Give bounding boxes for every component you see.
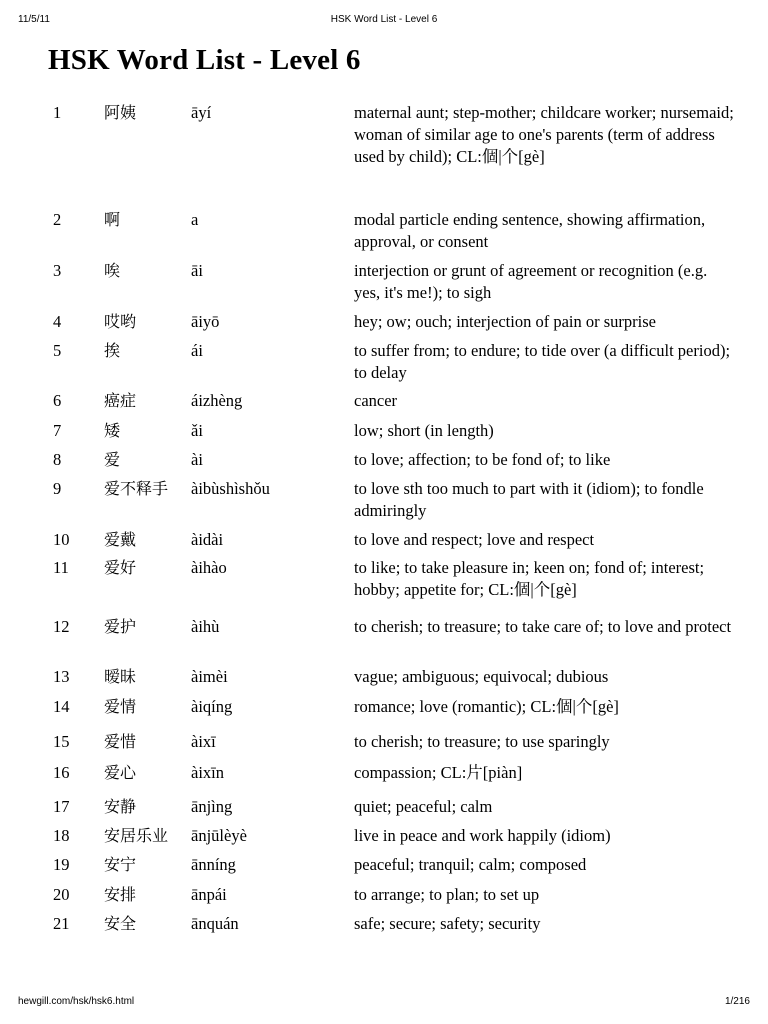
entry-definition: low; short (in length) [354, 421, 494, 440]
entry-definition: to cherish; to treasure; to use sparingly [354, 732, 610, 751]
entry-number: 6 [53, 391, 62, 410]
entry-hanzi: 爱情 [104, 697, 137, 716]
entry-number: 8 [53, 450, 62, 469]
entry-definition: to arrange; to plan; to set up [354, 885, 540, 904]
entry-pinyin: àimèi [191, 667, 228, 686]
entry-pinyin: ái [191, 341, 203, 360]
entry-number: 5 [53, 341, 62, 360]
entry-pinyin: àihù [191, 617, 220, 636]
entry-number: 15 [53, 732, 70, 751]
entry-definition: peaceful; tranquil; calm; composed [354, 855, 587, 874]
entry-number: 10 [53, 530, 70, 549]
entry-hanzi: 安居乐业 [104, 826, 169, 845]
entry-number: 7 [53, 421, 62, 440]
entry-hanzi: 爱不释手 [104, 479, 169, 498]
entry-definition: vague; ambiguous; equivocal; dubious [354, 667, 609, 686]
entry-hanzi: 暧昧 [104, 667, 137, 686]
entry-definition: to cherish; to treasure; to take care of; to love and protect [354, 617, 732, 636]
entry-definition: to love; affection; to be fond of; to like [354, 450, 611, 469]
entry-definition: quiet; peaceful; calm [354, 797, 493, 816]
entry-definition: to like; to take pleasure in; keen on; fond of; interest; hobby; appetite for; CL:個|个[gè] [354, 558, 705, 599]
entry-pinyin: ǎi [191, 421, 203, 440]
entry-hanzi: 阿姨 [104, 103, 137, 122]
entry-definition: to love sth too much to part with it (idiom); to fondle admiringly [354, 479, 704, 520]
entry-pinyin: àibùshìshǒu [191, 479, 270, 498]
entry-definition: modal particle ending sentence, showing affirmation, approval, or consent [354, 210, 706, 251]
entry-number: 4 [53, 312, 62, 331]
entry-number: 12 [53, 617, 70, 636]
entry-definition: to suffer from; to endure; to tide over (a difficult period); to delay [354, 341, 731, 382]
entry-number: 19 [53, 855, 70, 874]
entry-hanzi: 安宁 [104, 855, 137, 874]
page-title: HSK Word List - Level 6 [48, 44, 361, 76]
entry-definition: romance; love (romantic); CL:個|个[gè] [354, 697, 619, 716]
entry-pinyin: àidài [191, 530, 224, 549]
entry-number: 9 [53, 479, 62, 498]
entry-definition: interjection or grunt of agreement or recognition (e.g. yes, it's me!); to sigh [354, 261, 708, 302]
entry-hanzi: 爱护 [104, 617, 137, 636]
entry-definition: cancer [354, 391, 398, 410]
entry-number: 18 [53, 826, 70, 845]
entry-pinyin: áizhèng [191, 391, 243, 410]
entry-pinyin: ānquán [191, 914, 239, 933]
print-header [0, 14, 768, 30]
entry-pinyin: āyí [191, 103, 212, 122]
entry-hanzi: 安静 [104, 797, 137, 816]
entry-hanzi: 爱心 [104, 763, 137, 782]
entry-pinyin: ānníng [191, 855, 236, 874]
entry-hanzi: 癌症 [104, 391, 137, 410]
entry-pinyin: āiyō [191, 312, 220, 331]
entry-pinyin: àiqíng [191, 697, 233, 716]
entry-definition: to love and respect; love and respect [354, 530, 595, 549]
entry-number: 14 [53, 697, 70, 716]
entry-number: 1 [53, 103, 62, 122]
entry-pinyin: àixīn [191, 763, 224, 782]
entry-pinyin: ānpái [191, 885, 227, 904]
print-footer [0, 996, 768, 1012]
entry-pinyin: ānjìng [191, 797, 233, 816]
entry-number: 16 [53, 763, 70, 782]
entry-pinyin: àihào [191, 558, 227, 577]
entry-number: 21 [53, 914, 70, 933]
entry-pinyin: àixī [191, 732, 216, 751]
entry-hanzi: 爱戴 [104, 530, 137, 549]
entry-hanzi: 安排 [104, 885, 137, 904]
entry-hanzi: 爱 [104, 450, 121, 469]
entry-hanzi: 爱好 [104, 558, 137, 577]
entry-number: 13 [53, 667, 70, 686]
entry-number: 11 [53, 558, 69, 577]
entry-hanzi: 哎哟 [104, 312, 137, 331]
entry-hanzi: 爱惜 [104, 732, 137, 751]
entry-hanzi: 矮 [104, 421, 121, 440]
entry-hanzi: 挨 [104, 341, 121, 360]
print-title: HSK Word List - Level 6 [330, 14, 438, 25]
entry-definition: maternal aunt; step-mother; childcare worker; nursemaid; woman of similar age to one's parents (term of address used by child); CL:個|个[gè] [354, 103, 734, 166]
entry-hanzi: 安全 [104, 914, 137, 933]
entry-hanzi: 啊 [104, 210, 121, 229]
print-date: 11/5/11 [18, 14, 50, 25]
entry-definition: hey; ow; ouch; interjection of pain or surprise [354, 312, 656, 331]
entry-definition: compassion; CL:片[piàn] [354, 763, 523, 782]
page-url: hewgill.com/hsk/hsk6.html [18, 996, 135, 1007]
entry-definition: live in peace and work happily (idiom) [354, 826, 611, 845]
entry-definition: safe; secure; safety; security [354, 914, 541, 933]
entry-pinyin: a [191, 210, 199, 229]
entry-number: 20 [53, 885, 70, 904]
entry-number: 2 [53, 210, 62, 229]
entry-hanzi: 唉 [104, 261, 121, 280]
page-number: 1/216 [724, 996, 750, 1007]
entry-number: 17 [53, 797, 70, 816]
entry-pinyin: ài [191, 450, 203, 469]
entry-pinyin: āi [191, 261, 203, 280]
entry-pinyin: ānjūlèyè [191, 826, 247, 845]
entry-number: 3 [53, 261, 62, 280]
